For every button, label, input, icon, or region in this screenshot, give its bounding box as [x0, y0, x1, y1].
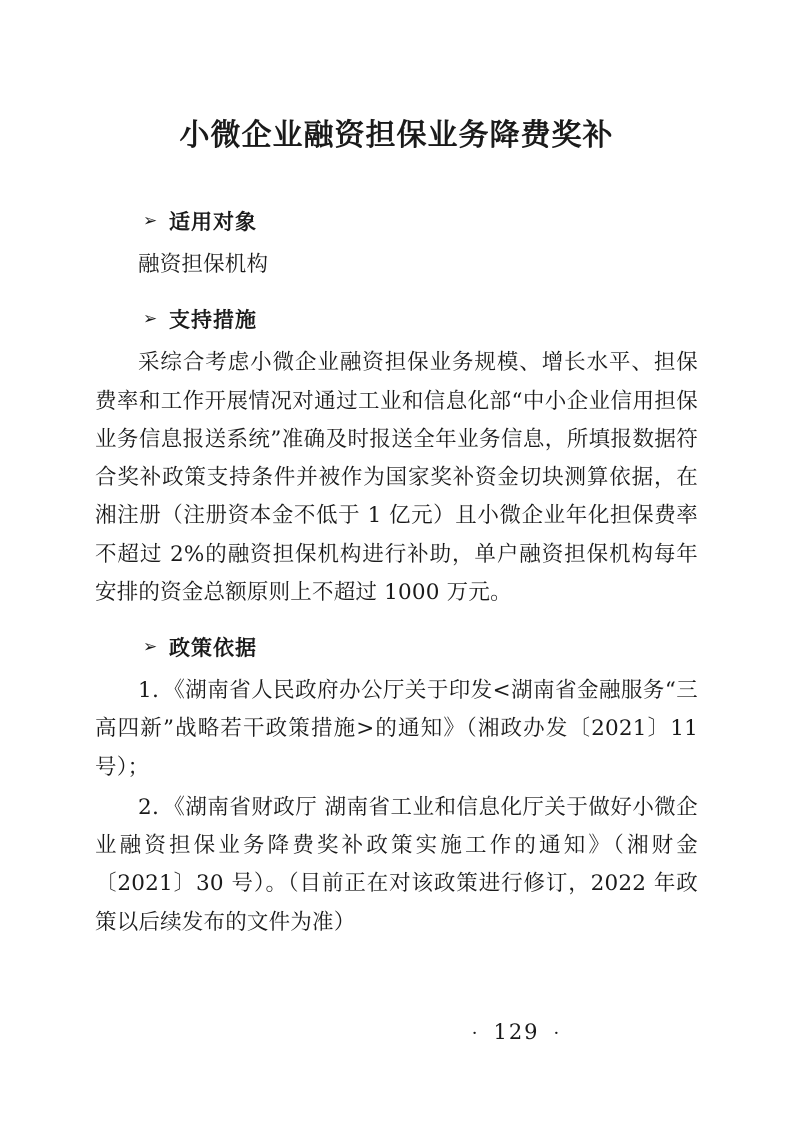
- policy-item: 1．《湖南省人民政府办公厅关于印发<湖南省金融服务“三高四新”战略若干政策措施>的通知》（湘政办发〔2021〕11 号）；: [95, 678, 698, 780]
- arrow-bullet-icon: ➢: [143, 210, 158, 231]
- section-heading-support-measures: [95, 304, 698, 334]
- section-heading-label: 适用对象: [169, 210, 257, 234]
- arrow-bullet-icon: ➢: [143, 636, 158, 657]
- section-heading-applicable-objects: [95, 206, 698, 236]
- section-heading-label: 政策依据: [169, 636, 257, 661]
- page-title: 小微企业融资担保业务降费奖补: [179, 118, 614, 153]
- section-heading-label: 支持措施: [169, 308, 257, 333]
- section-paragraph: 融资担保机构: [138, 252, 269, 277]
- section-heading-policy-basis: [95, 632, 698, 662]
- page-footer: [0, 1020, 793, 1044]
- policy-item: 2．《湖南省财政厅 湖南省工业和信息化厅关于做好小微企业融资担保业务降费奖补政策实施工作的通知》（湘财金〔2021〕30 号）。（目前正在对该政策进行修订，2022 年政策以后续发布的文件为准）: [95, 794, 698, 935]
- footer-dot-right: ·: [553, 1023, 562, 1044]
- footer-dot-left: ·: [471, 1023, 480, 1044]
- spacer: [95, 290, 698, 304]
- spacer: [95, 618, 698, 632]
- section-paragraph: 采综合考虑小微企业融资担保业务规模、增长水平、担保费率和工作开展情况对通过工业和信息化部“中小企业信用担保业务信息报送系统”准确及时报送全年业务信息，所填报数据符合奖补政策支持条件并被作为国家奖补资金切块测算依据，在湘注册（注册资本金不低于 1 亿元）且小微企业年化担保费率不超过 2%的融资担保机构进行补助，单户融资担保机构每年安排的资金总额原则上不超过 1000 万元。: [95, 350, 698, 605]
- page-number-value: 129: [493, 1020, 540, 1044]
- arrow-bullet-icon: ➢: [143, 308, 158, 329]
